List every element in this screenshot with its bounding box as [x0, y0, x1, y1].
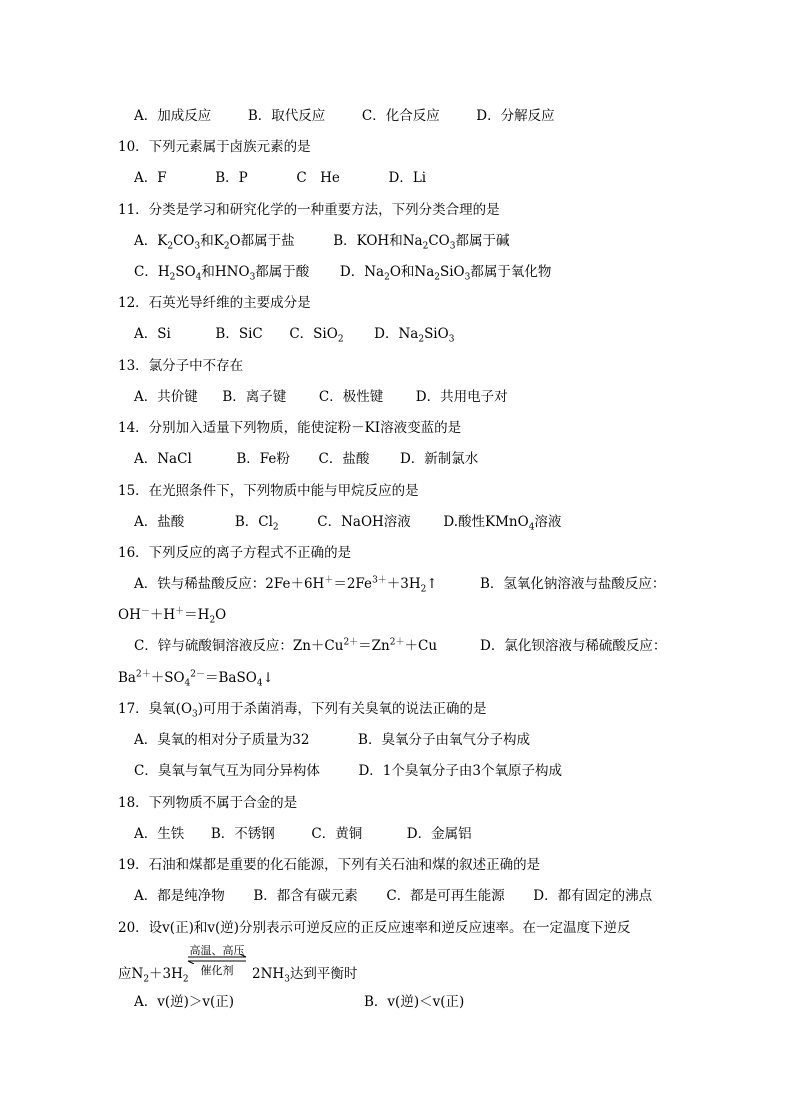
- q11-option-c: C．$H_2SO_4$和$HNO_3$都属于酸: [134, 264, 310, 283]
- q18-option-d: D．金属铝: [406, 826, 472, 842]
- q14-option-b: B．Fe粉: [236, 451, 290, 467]
- q14-option-a: A．NaCl: [134, 451, 192, 467]
- q13-option-a: A．共价键: [134, 389, 198, 405]
- q14-options: [134, 447, 478, 467]
- q19-option-b: B．都含有碳元素: [253, 888, 358, 904]
- q11-option-b: B．KOH和$Na_2CO_3$都属于碱: [333, 233, 510, 252]
- q10-stem: 10．下列元素属于卤族元素的是: [118, 139, 311, 155]
- q12-option-c: C．SiO$_2$: [289, 326, 344, 345]
- q19-stem: 19．石油和煤都是重要的化石能源，下列有关石油和煤的叙述正确的是: [118, 857, 541, 873]
- q17-option-c: C．臭氧与氧气互为同分异构体: [134, 763, 320, 779]
- q14-option-c: C．盐酸: [318, 451, 370, 467]
- q10-option-a: A．F: [134, 170, 167, 186]
- q15-option-a: A．盐酸: [134, 514, 185, 530]
- q13-options: [134, 385, 508, 405]
- q18-options: [134, 822, 472, 842]
- q10-option-b: B．P: [215, 170, 248, 186]
- q18-option-b: B．不锈钢: [210, 826, 275, 842]
- q20-stem: 20．设v(正)和v(逆)分别表示可逆反应的正反应速率和逆反应速率。在一定温度下逆反: [118, 920, 631, 936]
- q15-options: [134, 510, 561, 533]
- q15-option-b: B．$Cl_2$: [234, 514, 279, 533]
- q11-stem: 11．分类是学习和研究化学的一种重要方法，下列分类合理的是: [118, 202, 500, 218]
- q13-option-c: C．极性键: [318, 389, 384, 405]
- q18-option-a: A．生铁: [134, 826, 185, 842]
- q16-option-d: D．氯化钡溶液与稀硫酸反应：: [480, 638, 667, 654]
- q18-stem: 18．下列物质不属于合金的是: [118, 795, 298, 811]
- reaction-condition-top: 高温、高压: [189, 944, 245, 957]
- q11-row1: [134, 229, 509, 252]
- q15-option-c: C．NaOH溶液: [317, 514, 411, 530]
- q10-options: [134, 166, 426, 186]
- q18-option-c: C．黄铜: [311, 826, 363, 842]
- q20-option-b: B．v(逆)＜v(正): [364, 994, 465, 1010]
- q13-option-d: D．共用电子对: [415, 389, 508, 405]
- q10-option-c: C He: [296, 170, 340, 186]
- q17-option-d: D．1个臭氧分子由3个氧原子构成: [358, 763, 562, 779]
- reaction-condition-bottom: 催化剂: [200, 964, 234, 977]
- q15-option-d: D.酸性KMnO$_4$溶液: [443, 514, 562, 533]
- q11-option-a: A．$K_2CO_3$和$K_2O$都属于盐: [134, 233, 295, 252]
- q19-option-a: A．都是纯净物: [134, 888, 225, 904]
- q13-stem: 13．氯分子中不存在: [118, 358, 244, 374]
- q16-option-d-equation: $Ba^{2+}+SO_4^{2-}=BaSO_4↓$: [118, 669, 274, 689]
- q12-option-d: D．$Na_2SiO_3$: [374, 326, 455, 345]
- q17-option-b: B．臭氧分子由氧气分子构成: [358, 732, 530, 748]
- q19-option-d: D．都有固定的沸点: [533, 888, 653, 904]
- q19-options: [134, 884, 652, 904]
- q12-stem: 12．石英光导纤维的主要成分是: [118, 295, 311, 311]
- q15-stem: 15．在光照条件下，下列物质中能与甲烷反应的是: [118, 483, 419, 499]
- reversible-reaction-arrow: [186, 942, 248, 978]
- q12-options: [134, 322, 454, 345]
- q14-stem: 14．分别加入适量下列物质，能使淀粉－KI溶液变蓝的是: [118, 420, 462, 436]
- q13-option-b: B．离子键: [222, 389, 287, 405]
- q17-stem: 17．臭氧$(O_3)$可用于杀菌消毒，下列有关臭氧的说法正确的是: [118, 701, 487, 720]
- q16-option-a: A．铁与稀盐酸反应：$2Fe+6H^+=2Fe^{3+}+3H_2↑$: [134, 575, 438, 595]
- q17-option-a: A．臭氧的相对分子质量为32: [134, 732, 310, 748]
- q9-option-c: C．化合反应: [361, 108, 440, 124]
- q9-options: [134, 104, 555, 124]
- q19-option-c: C．都是可再生能源: [386, 888, 505, 904]
- q12-option-a: A．Si: [134, 326, 171, 342]
- q12-option-b: B．SiC: [215, 326, 263, 342]
- q14-option-d: D．新制氯水: [399, 451, 479, 467]
- q17-row2: [134, 759, 562, 779]
- q16-option-b: B．氢氧化钠溶液与盐酸反应：: [480, 576, 666, 592]
- q20-equation-left: 应$N_2+3H_2$: [118, 966, 189, 985]
- q16-option-c: C．锌与硫酸铜溶液反应：$Zn+Cu^{2+}=Zn^{2+}+Cu$: [134, 637, 438, 654]
- q11-option-d: D．$Na_2O$和$Na_2SiO_3$都属于氧化物: [339, 264, 552, 283]
- q20-equation-right: $2NH_3$达到平衡时: [252, 966, 358, 985]
- q20-option-a: A．v(逆)＞v(正): [134, 994, 235, 1010]
- q17-row1: [134, 728, 530, 748]
- q10-option-d: D．Li: [388, 170, 427, 186]
- q16-option-b-equation: $OH^-+H^+=H_2O$: [118, 606, 227, 626]
- q9-option-b: B．取代反应: [247, 108, 326, 124]
- q11-row2: [134, 260, 551, 283]
- q16-stem: 16．下列反应的离子方程式不正确的是: [118, 545, 352, 561]
- q9-option-d: D．分解反应: [476, 108, 555, 124]
- q9-option-a: A．加成反应: [134, 108, 212, 124]
